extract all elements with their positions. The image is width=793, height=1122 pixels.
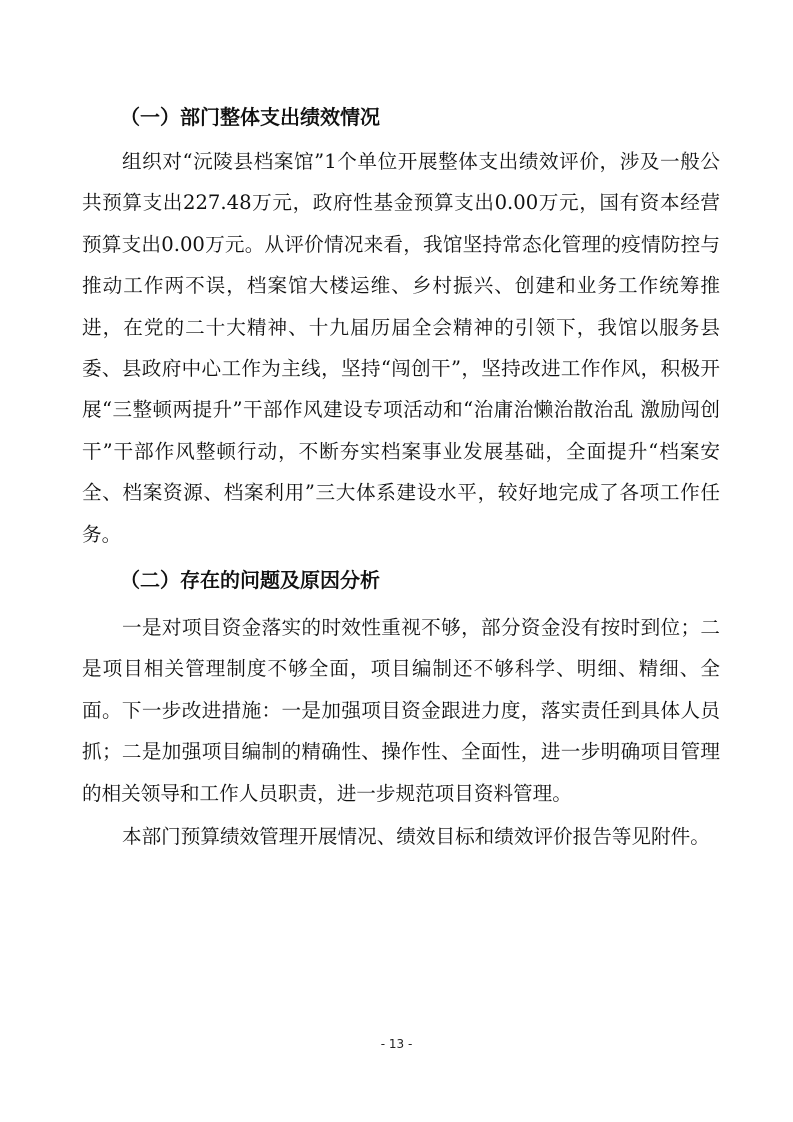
section-heading-overall-expenditure-performance: （一）部门整体支出绩效情况	[120, 105, 380, 129]
section-heading-problems-and-causes: （二）存在的问题及原因分析	[120, 568, 380, 592]
paragraph-overall-expenditure-performance: 组织对“沅陵县档案馆”1个单位开展整体支出绩效评价，涉及一般公共预算支出227.48万元，政府性基金预算支出0.00万元，国有资本经营预算支出0.00万元。从评价情况来看，我馆坚持常态化管理的疫情防控与推动工作两不误，档案馆大楼运维、乡村振兴、创建和业务工作统筹推进，在党的二十大精神、十九届历届全会精神的引领下，我馆以服务县委、县政府中心工作为主线，坚持“闯创干”，坚持改进工作作风，积极开展“三整顿两提升”干部作风建设专项活动和“治庸治懒治散治乱 激励闯创干”干部作风整顿行动，不断夯实档案事业发展基础，全面提升“档案安全、档案资源、档案利用”三大体系建设水平，较好地完成了各项工作任务。	[82, 150, 720, 546]
page-number: - 13 -	[380, 1037, 413, 1051]
paragraph-closing-note: 本部门预算绩效管理开展情况、绩效目标和绩效评价报告等见附件。	[122, 825, 710, 848]
paragraph-problems-and-causes: 一是对项目资金落实的时效性重视不够，部分资金没有按时到位；二是项目相关管理制度不够全面，项目编制还不够科学、明细、精细、全面。下一步改进措施：一是加强项目资金跟进力度，落实责任到具体人员抓；二是加强项目编制的精确性、操作性、全面性，进一步明确项目管理的相关领导和工作人员职责，进一步规范项目资料管理。	[82, 616, 720, 805]
